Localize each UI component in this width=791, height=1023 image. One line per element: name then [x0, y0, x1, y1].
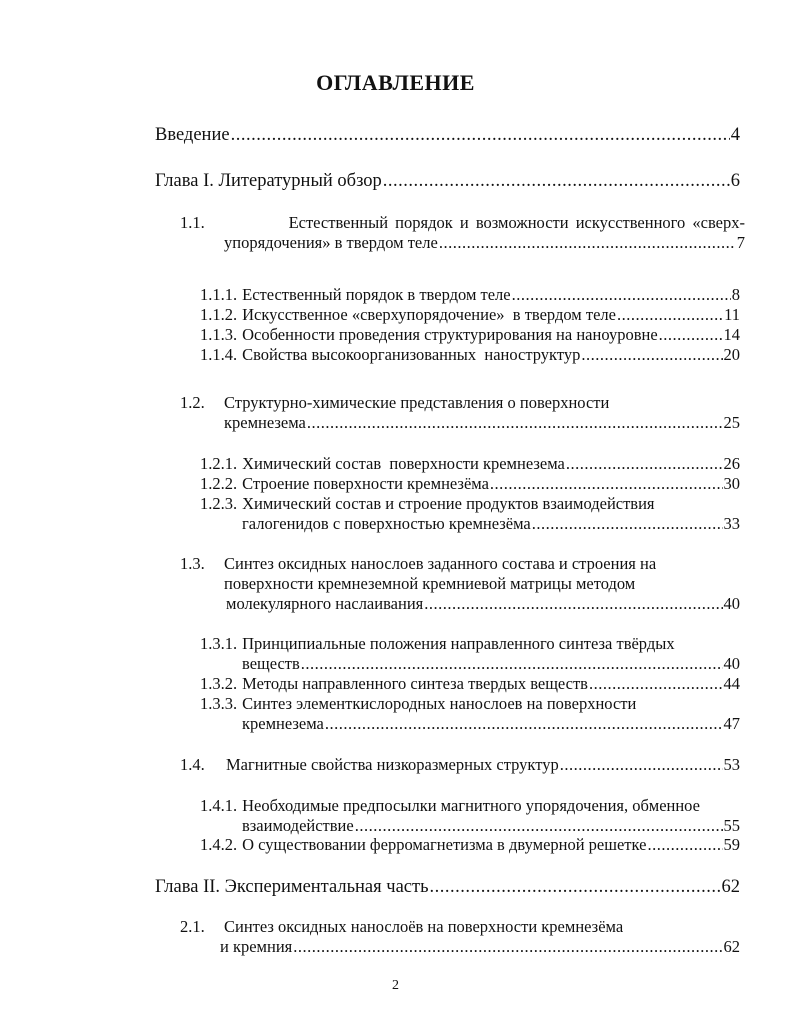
toc-leader-dots	[293, 937, 722, 957]
toc-section-number: 1.3.3.	[200, 694, 238, 713]
toc-entry-1-4	[180, 755, 740, 775]
toc-leader-dots	[301, 654, 723, 674]
toc-entry-text: Химический состав поверхности кремнезема	[242, 454, 565, 473]
toc-entry-text: Строение поверхности кремнезёма	[242, 474, 489, 493]
toc-entry-text-line1: Химический состав и строение продуктов взаимодействия	[242, 494, 655, 513]
toc-leader-dots	[659, 325, 723, 345]
toc-page-number: 47	[723, 714, 740, 733]
toc-entry-chapter-1	[155, 170, 740, 192]
toc-section-number: 1.3.1.	[200, 634, 238, 653]
toc-page-number: 40	[723, 654, 740, 673]
toc-leader-dots	[566, 454, 723, 474]
toc-entry-1-1-3	[200, 325, 740, 345]
toc-section-number: 1.3.2.	[200, 674, 238, 693]
toc-entry-1-2-1	[200, 454, 740, 474]
toc-page-number: 25	[723, 413, 740, 432]
toc-leader-dots	[589, 674, 723, 694]
toc-entry-1-2-3	[200, 494, 740, 534]
toc-page-number: 14	[723, 325, 740, 344]
toc-leader-dots	[325, 714, 723, 734]
toc-leader-dots	[424, 594, 722, 614]
toc-entry-2-1	[180, 917, 740, 957]
page-number: 2	[392, 978, 399, 993]
toc-entry-chapter-2	[155, 876, 740, 898]
toc-entry-1-3	[180, 554, 740, 614]
toc-page-number: 7	[736, 233, 745, 252]
toc-entry-text-line2: и кремния	[220, 937, 293, 956]
toc-page-number: 44	[723, 674, 740, 693]
toc-page-number: 20	[723, 345, 740, 364]
toc-leader-dots	[617, 305, 723, 325]
toc-entry-1-3-1	[200, 634, 740, 674]
toc-entry-text: Глава I. Литературный обзор	[155, 171, 382, 191]
toc-section-number: 1.4.1.	[200, 796, 238, 815]
toc-page-number: 62	[721, 877, 740, 897]
toc-entry-text-line1: Естественный порядок и возможности искусственного «сверх-	[288, 213, 745, 232]
toc-section-number: 1.1.4.	[200, 345, 238, 364]
toc-page-number: 55	[723, 816, 740, 835]
toc-entry-1-3-3	[200, 694, 740, 734]
toc-entry-1-1-2	[200, 305, 740, 325]
toc-entry-text-line2: веществ	[242, 654, 300, 673]
toc-entry-1-1	[180, 213, 745, 253]
toc-entry-1-4-1	[200, 796, 740, 836]
toc-entry-text-line2: взаимодействие	[242, 816, 354, 835]
toc-entry-text: Искусственное «сверхупорядочение» в твердом теле	[242, 305, 616, 324]
toc-leader-dots	[532, 514, 723, 534]
toc-entry-text-line1: Синтез оксидных нанослоёв на поверхности кремнезёма	[224, 917, 624, 936]
toc-section-number: 1.1.3.	[200, 325, 238, 344]
toc-section-number: 1.4.2.	[200, 835, 238, 854]
toc-section-number: 1.4.	[180, 755, 205, 774]
toc-entry-text-line1: Принципиальные положения направленного синтеза твёрдых	[242, 634, 675, 653]
toc-leader-dots	[439, 233, 736, 253]
toc-entry-text: Методы направленного синтеза твердых веществ	[242, 674, 588, 693]
toc-page-number: 40	[723, 594, 740, 613]
toc-entry-text: Естественный порядок в твердом теле	[242, 285, 511, 304]
toc-entry-text: Особенности проведения структурирования на наноуровне	[242, 325, 658, 344]
toc-page-number: 8	[731, 285, 740, 304]
toc-entry-1-1-4	[200, 345, 740, 365]
toc-page-number: 62	[723, 937, 740, 956]
toc-entry-1-4-2	[200, 835, 740, 855]
toc-entry-text-line1: Синтез элементкислородных нанослоев на поверхности	[242, 694, 637, 713]
toc-entry-text-line2: кремнезема	[242, 714, 324, 733]
toc-entry-text-line1: Необходимые предпосылки магнитного упорядочения, обменное	[242, 796, 700, 815]
toc-leader-dots	[430, 876, 721, 898]
toc-entry-text: Свойства высокоорганизованных наноструктур	[242, 345, 581, 364]
toc-entry-text: О существовании ферромагнетизма в двумерной решетке	[242, 835, 647, 854]
toc-page-number: 26	[723, 454, 740, 473]
page-title: ОГЛАВЛЕНИЕ	[316, 70, 475, 95]
toc-entry-1-3-2	[200, 674, 740, 694]
toc-leader-dots	[490, 474, 723, 494]
toc-leader-dots	[560, 755, 723, 775]
toc-entry-text-line2: галогенидов с поверхностью кремнезёма	[242, 514, 531, 533]
toc-section-number: 1.2.3.	[200, 494, 238, 513]
toc-entry-text: Глава II. Экспериментальная часть	[155, 877, 429, 897]
toc-entry-text-line3: молекулярного наслаивания	[226, 594, 424, 613]
toc-leader-dots	[307, 413, 723, 433]
toc-leader-dots	[581, 345, 722, 365]
toc-section-number: 2.1.	[180, 917, 205, 936]
toc-section-number: 1.3.	[180, 554, 205, 573]
toc-page-number: 6	[730, 171, 740, 191]
toc-entry-1-2	[180, 393, 740, 433]
toc-page-number: 30	[723, 474, 740, 493]
toc-leader-dots	[647, 835, 722, 855]
toc-section-number: 1.1.	[180, 213, 205, 232]
toc-leader-dots	[231, 124, 730, 146]
toc-entry-text-line1: Синтез оксидных нанослоев заданного состава и строения на	[224, 554, 657, 573]
toc-entry-text-line1: Структурно-химические представления о поверхности	[224, 393, 610, 412]
toc-leader-dots	[512, 285, 731, 305]
toc-section-number: 1.1.1.	[200, 285, 238, 304]
toc-page-number: 53	[723, 755, 740, 774]
toc-entry-1-2-2	[200, 474, 740, 494]
toc-section-number: 1.1.2.	[200, 305, 238, 324]
toc-section-number: 1.2.2.	[200, 474, 238, 493]
toc-section-number: 1.2.	[180, 393, 205, 412]
toc-entry-text: Введение	[155, 125, 230, 145]
toc-entry-text: Магнитные свойства низкоразмерных структур	[226, 755, 559, 774]
toc-entry-introduction	[155, 124, 740, 146]
toc-page-number: 59	[723, 835, 740, 854]
toc-page-number: 4	[730, 125, 740, 145]
toc-entry-text-line2: упорядочения» в твердом теле	[224, 233, 438, 252]
toc-entry-text-line2: кремнезема	[224, 413, 306, 432]
toc-leader-dots	[355, 816, 723, 836]
toc-entry-1-1-1	[200, 285, 740, 305]
toc-section-number: 1.2.1.	[200, 454, 238, 473]
toc-page-number: 33	[723, 514, 740, 533]
toc-entry-text-line2: поверхности кремнеземной кремниевой матрицы методом	[224, 574, 636, 593]
toc-leader-dots	[383, 170, 730, 192]
toc-page-number: 11	[724, 305, 740, 324]
